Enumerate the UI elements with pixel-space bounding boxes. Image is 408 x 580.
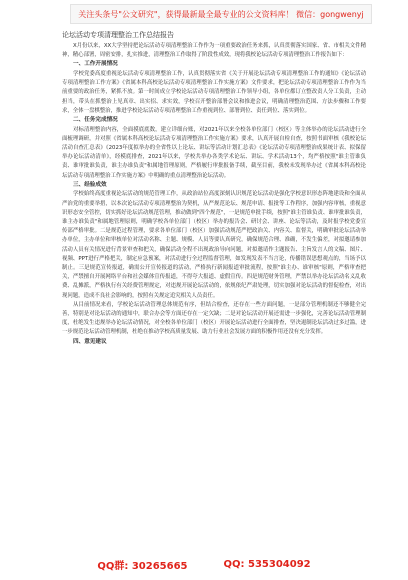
intro-paragraph: X月份以来，XX大学坚持把论坛活动专项清理整治工作作为一项重要政治任务来抓，认真贯彻落实国家、省、市相关文件精神，精心部署，周密安排，扎实推进，清理整治工作取得了阶段性成效，现将我校论坛活动专项清理整治工作报告如下：	[62, 43, 366, 59]
section-heading-2: 二、任务完成情况	[73, 117, 118, 124]
document-title: 论坛活动专项清理整治工作总结报告	[62, 31, 174, 39]
top-banner	[70, 4, 372, 24]
section-3-paragraph-2: 从目前情况来看，学校论坛活动管理总体规范有序，但结合检查，还存在一些方面问题，一是部分管理机制还不够健全完善，特别是对论坛活动的通知中，联合办会等方面还存在一定欠缺；二是对论坛活动开展还需进一步强化，完善论坛活动管理制度，杜绝发生违规举办论坛活动情况，对全校各单位部门（校区）开展论坛活动进行全面排查，坚决遏制论坛活动过多过滥，进一步规范论坛活动管理机制，杜绝在推动学校高质量发展、助力行业社会发展方面的积极作用还没有充分发挥。	[62, 301, 366, 336]
section-2-paragraph: 对标清理整治内容，全面摸底底数，建立详细台账，对2021年以来全校各单位部门（校区）等主体举办的论坛活动进行全面梳理调研，并对照《省属本科高校论坛活动专项清理整治工作实施方案》要求，认真开展自检自查，按照书面审核《我校论坛活动自查汇总表》《2023年度拟举办的全省性以上论坛、讲坛等活动计划汇总表》《论坛活动专项清理整治成果统计表、拟保留举办论坛活动清单》，经模底排查，2021年以来，学校共举办各类学术论坛、讲坛、学术活动13个，均严格按照"谁主管谁负责、谁审批谁负责，谁主办谁负责"和属地管理原则，严格履行审批报备手续，截至目前，我校未发现举办过《省属本科高校论坛活动专项清理整治工作实施方案》中明确的重点清理整治论坛活动。	[62, 126, 366, 179]
qq-text: QQ: 535304092	[223, 558, 311, 570]
document-body	[62, 30, 366, 347]
banner-text: 关注头条号"公文研究"，获得最新最全最专业的公文资料库！ 微信：gongwenyj	[78, 9, 364, 19]
section-1-paragraph: 学校党委高度重视论坛活动专项清理整治工作，认真贯彻落实省《关于开展论坛活动专项清理整治工作的通知》《论坛活动专项清理整治工作方案》《省属本科高校论坛活动专项清理整治工作实施方案》文件要求，把论坛活动专项清理整治工作作为当前重要的政治任务，紧抓不放。第一时间成立学校论坛活动专项清理整治工作领导小组，各单位都订立整改责人分工负责，主动担当，带头在抓整治上见真章、出实招、求实效，学校召开整治部署会议和推进会议，明确清理整治范围、方法步骤和工作要求，全体一盘棋整治，推进学校论坛活动专项清理整治工作重视到位、部署到位、责任到位、落实到位。	[62, 71, 366, 114]
section-heading-1: 一、工作开展情况	[73, 61, 118, 68]
footer-contact	[0, 553, 408, 575]
section-3-paragraph: 学校始终高度重视论坛活动的规范管理工作，从政治站位高度深刻认识规范论坛活动是强化学校意识形态阵地建设和全面从严治党的重要举措，以本次论坛活动专项清理整治为契机，从严规范论坛、规范申请、报批等工作程序，加强内容审核，重视意识形态安全管控，切实抓好论坛活动规范管理，推动做到"四个规范"，一是规范申批手续，按照"谁主管谁负责、谁审批谁负责，谁主办谁负责"和属地管理原则，明确学校各单位部门（校区）举办的报告会、研讨会、讲座、论坛等活动，及时报学校党委宣传部严格审批。二是规范过程管理，要求各单位部门（校区）加强活动规范严把政治关、内容关、监督关，明确审批论坛活动举办单位，主办单位和审核单位对活动名称、主题、规模、人员等要认真研究，确保规范合理、准确，不发生偏差，对拟邀请参加活动人员有关情况进行背景审查和把关，确保活动全程不出现政治导向问题，对拟邀请作主题报告、主旨发言人的文稿、图片、视频、PPT进行严格把关，制定应急预案，对活动进行全过程监督管理，如发现发表不当言论，传播错误思想观点的，当场予以制止。三是规范宣传报道，确需公开宣传报道的活动，严格执行新闻报道审批流程，按照"谁主办、谁审核"原则，严格审查把关，严禁擅自开展网络平台和社会媒体宣传报道，不得夸大报道、虚假宣传。四是规范财务管理，严禁以举办论坛活动名义乱收费、乱摊派，严格执行有关经费管理规定，对违规开展论坛活动的，依规依纪严肃处理，切实加强对论坛活动的督促检查，对出现问题，造成不良社会影响的，按照有关规定追究相关人员责任。	[62, 191, 366, 299]
qq-group-text: QQ群: 30265665	[97, 560, 188, 572]
section-heading-4: 四、意见建议	[73, 338, 107, 345]
section-heading-3: 三、经验成效	[73, 181, 107, 188]
